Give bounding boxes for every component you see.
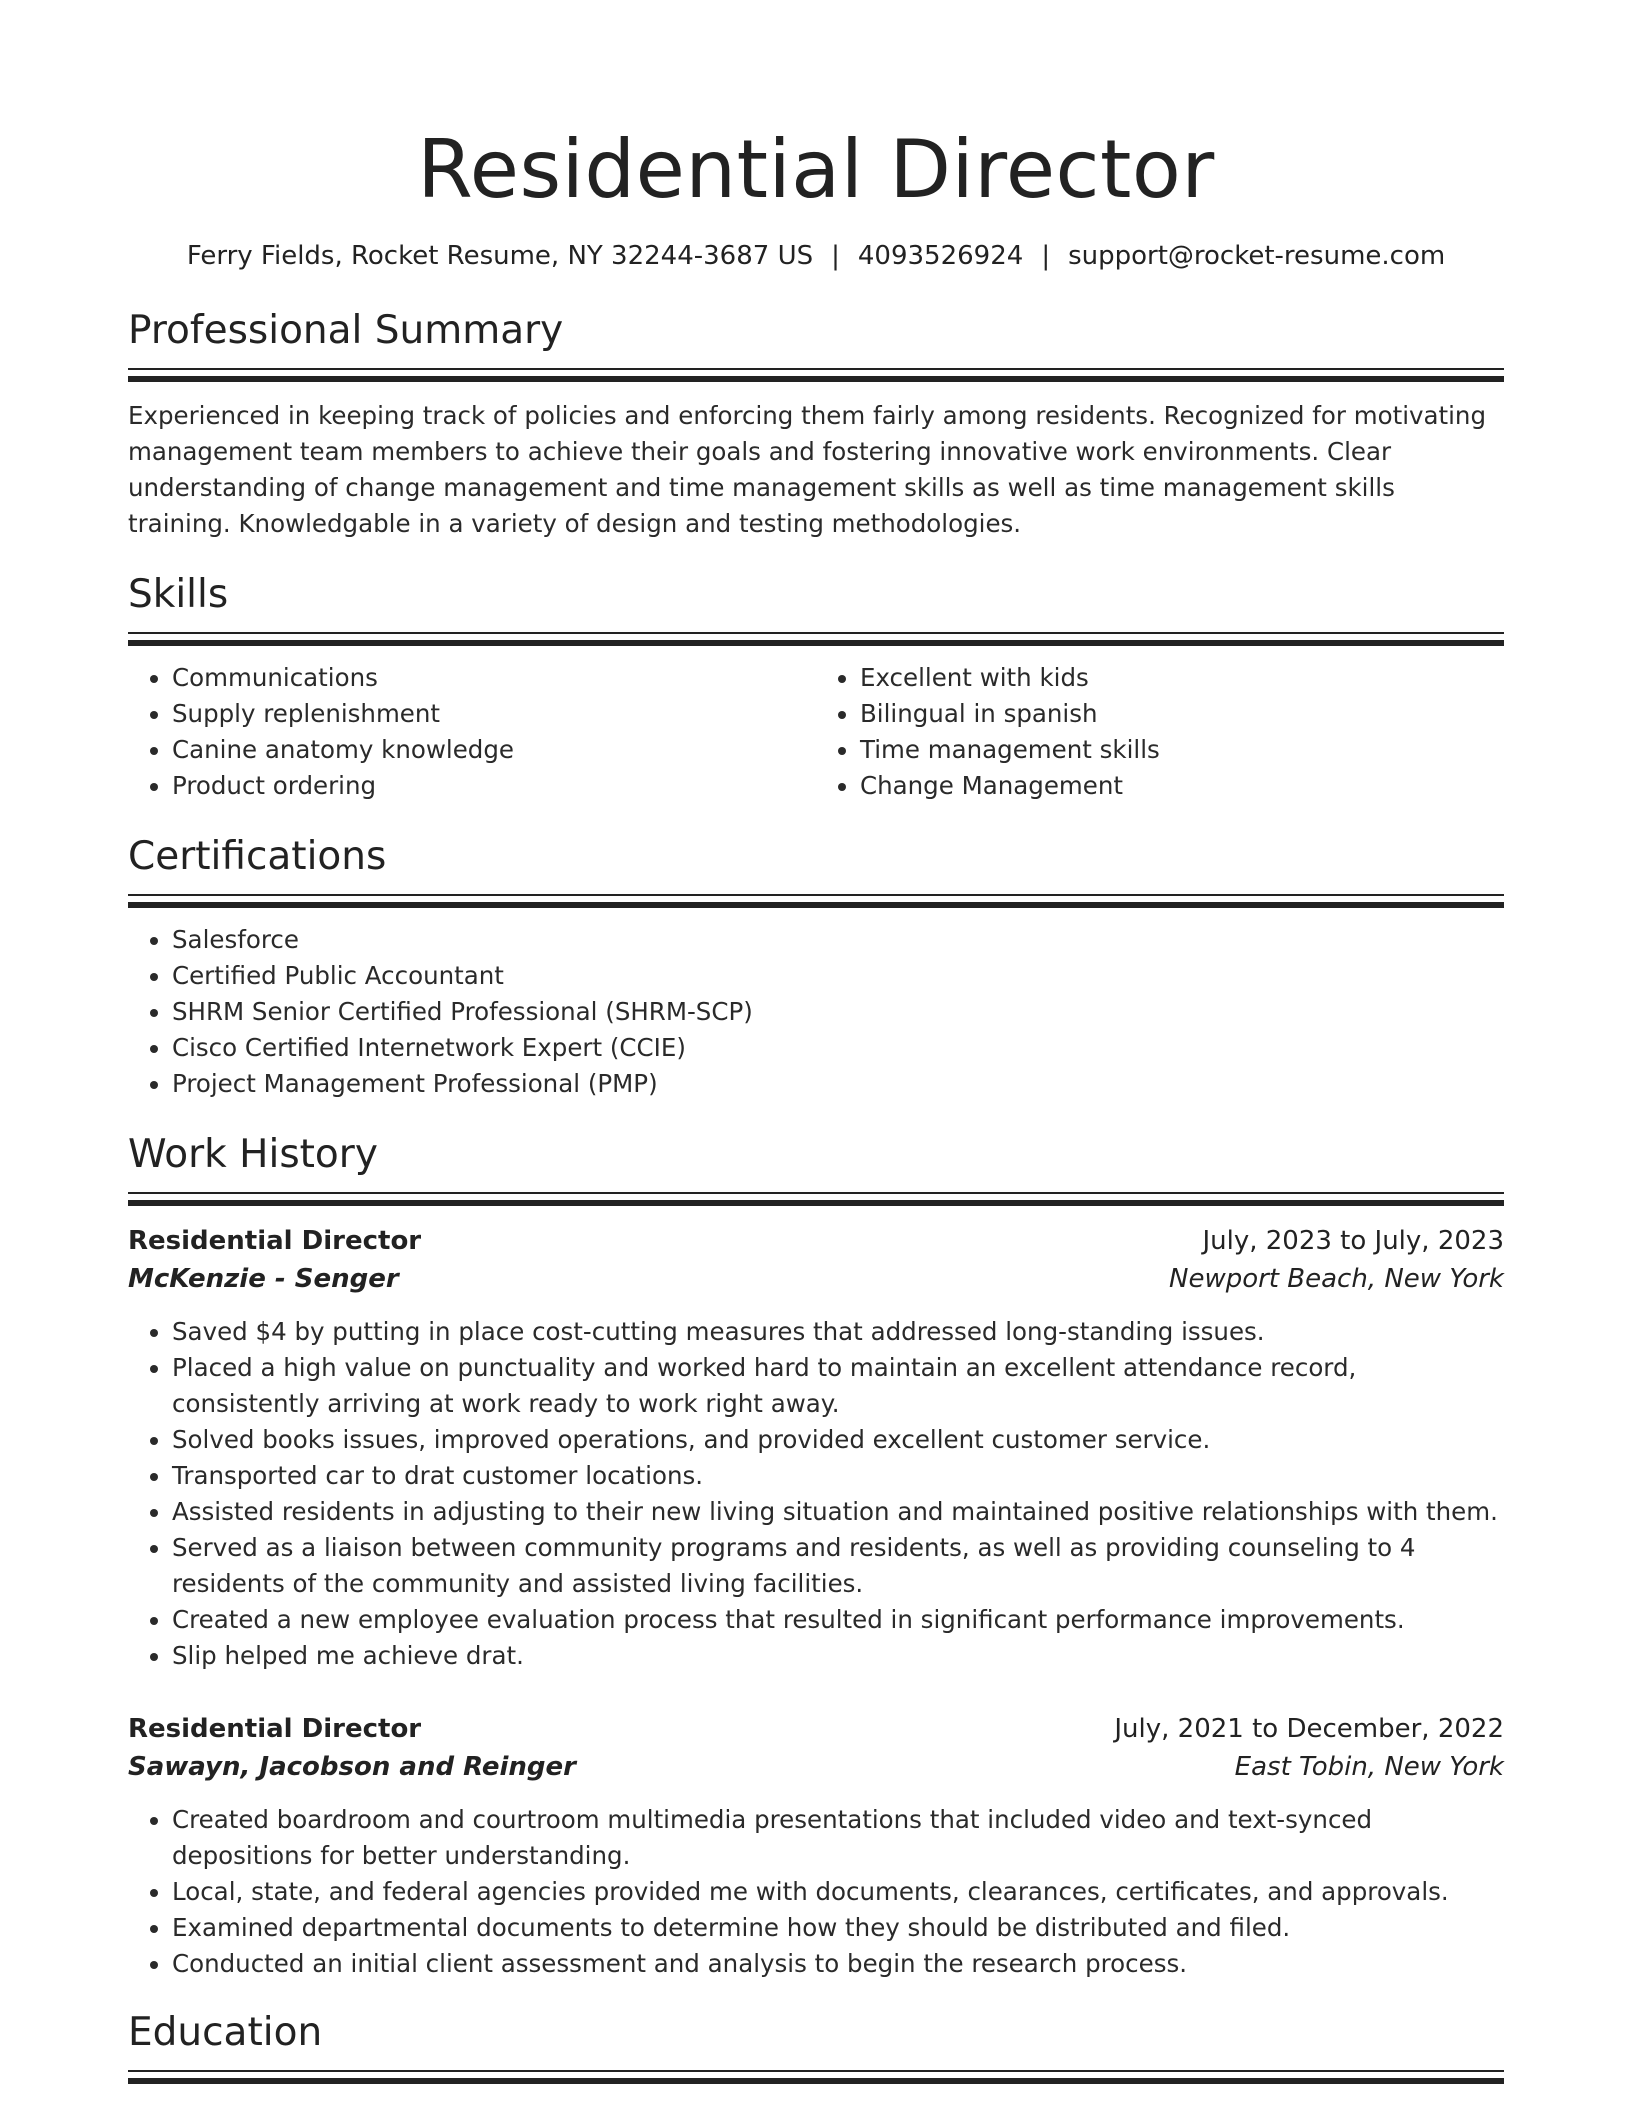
job-entry	[128, 1710, 1504, 1982]
skills-grid	[128, 646, 1504, 804]
section-divider	[128, 894, 1504, 908]
certifications-list	[128, 922, 1504, 1102]
education-heading: Education	[128, 2010, 323, 2055]
job-bullet: • Created a new employee evaluation process that resulted in significant performance improvements.	[172, 1602, 1504, 1638]
job-dates: July, 2021 to December, 2022	[1114, 1714, 1504, 1744]
job-location: Newport Beach, New York	[1169, 1264, 1504, 1294]
skill-item: • Time management skills	[860, 732, 1504, 768]
job-bullets	[128, 1802, 1504, 1982]
work-heading: Work History	[128, 1132, 378, 1177]
section-divider	[128, 2070, 1504, 2084]
summary-section	[128, 306, 1504, 382]
job-bullet: • Transported car to drat customer locations.	[172, 1458, 1504, 1494]
certifications-section	[128, 832, 1504, 908]
skills-section	[128, 570, 1504, 646]
job-location: East Tobin, New York	[1234, 1752, 1504, 1782]
skill-item: • Product ordering	[172, 768, 816, 804]
section-divider	[128, 368, 1504, 382]
job-company: Sawayn, Jacobson and Reinger	[128, 1752, 576, 1782]
job-bullets	[128, 1314, 1504, 1674]
contact-phone: 4093526924	[857, 241, 1024, 271]
certifications-heading: Certifications	[128, 834, 387, 879]
education-section	[128, 2008, 1504, 2084]
certification-item: • Cisco Certified Internetwork Expert (CCIE)	[172, 1030, 1504, 1066]
job-bullet: • Slip helped me achieve drat.	[172, 1638, 1504, 1674]
job-company: McKenzie - Senger	[128, 1264, 399, 1294]
job-bullet: • Saved $4 by putting in place cost-cutting measures that addressed long-standing issues.	[172, 1314, 1504, 1350]
job-bullet: • Solved books issues, improved operations, and provided excellent customer service.	[172, 1422, 1504, 1458]
job-title: Residential Director	[128, 1714, 422, 1744]
skills-list-left	[128, 660, 816, 804]
work-section	[128, 1130, 1504, 1206]
job-header-row	[128, 1710, 1504, 1748]
job-company-row	[128, 1260, 1504, 1298]
contact-email[interactable]: support@rocket-resume.com	[1068, 241, 1446, 271]
job-bullet: • Examined departmental documents to determine how they should be distributed and filed.	[172, 1910, 1504, 1946]
job-entry	[128, 1222, 1504, 1674]
skills-heading: Skills	[128, 572, 229, 617]
job-bullet: • Created boardroom and courtroom multimedia presentations that included video and text-synced depositions for better understanding.	[172, 1802, 1504, 1874]
job-dates: July, 2023 to July, 2023	[1202, 1226, 1504, 1256]
skill-item: • Communications	[172, 660, 816, 696]
job-bullet: • Placed a high value on punctuality and worked hard to maintain an excellent attendance record, consistently arriving at work ready to work right away.	[172, 1350, 1504, 1422]
job-company-row	[128, 1748, 1504, 1786]
job-bullet: • Served as a liaison between community programs and residents, as well as providing counseling to 4 residents of the community and assisted living facilities.	[172, 1530, 1504, 1602]
summary-heading: Professional Summary	[128, 308, 564, 353]
job-title: Residential Director	[128, 1226, 422, 1256]
contact-separator: |	[831, 241, 840, 271]
skills-list-right	[816, 660, 1504, 804]
contact-separator: |	[1041, 241, 1051, 271]
skill-item: • Supply replenishment	[172, 696, 816, 732]
summary-text: Experienced in keeping track of policies and enforcing them fairly among residents. Recognized for motivating management team members to achieve their goals and fostering innovative work environments. Clear understanding of change management and time management skills as well as time management skills training. Knowledgable in a variety of design and testing methodologies.	[128, 401, 1487, 538]
certification-item: • Project Management Professional (PMP)	[172, 1066, 1504, 1102]
contact-address: Ferry Fields, Rocket Resume, NY 32244-3687 US	[186, 241, 814, 271]
skill-item: • Excellent with kids	[860, 660, 1504, 696]
job-bullet: • Conducted an initial client assessment and analysis to begin the research process.	[172, 1946, 1504, 1982]
resume-title: Residential Director	[417, 123, 1215, 216]
certification-item: • Salesforce	[172, 922, 1504, 958]
skill-item: • Bilingual in spanish	[860, 696, 1504, 732]
certification-item: • SHRM Senior Certified Professional (SHRM-SCP)	[172, 994, 1504, 1030]
section-divider	[128, 632, 1504, 646]
skill-item: • Canine anatomy knowledge	[172, 732, 816, 768]
jobs-list	[128, 1222, 1504, 1982]
job-bullet: • Assisted residents in adjusting to their new living situation and maintained positive relationships with them.	[172, 1494, 1504, 1530]
contact-line	[128, 240, 1504, 272]
skill-item: • Change Management	[860, 768, 1504, 804]
section-divider	[128, 1192, 1504, 1206]
certification-item: • Certified Public Accountant	[172, 958, 1504, 994]
job-header-row	[128, 1222, 1504, 1260]
job-bullet: • Local, state, and federal agencies provided me with documents, clearances, certificates, and approvals.	[172, 1874, 1504, 1910]
